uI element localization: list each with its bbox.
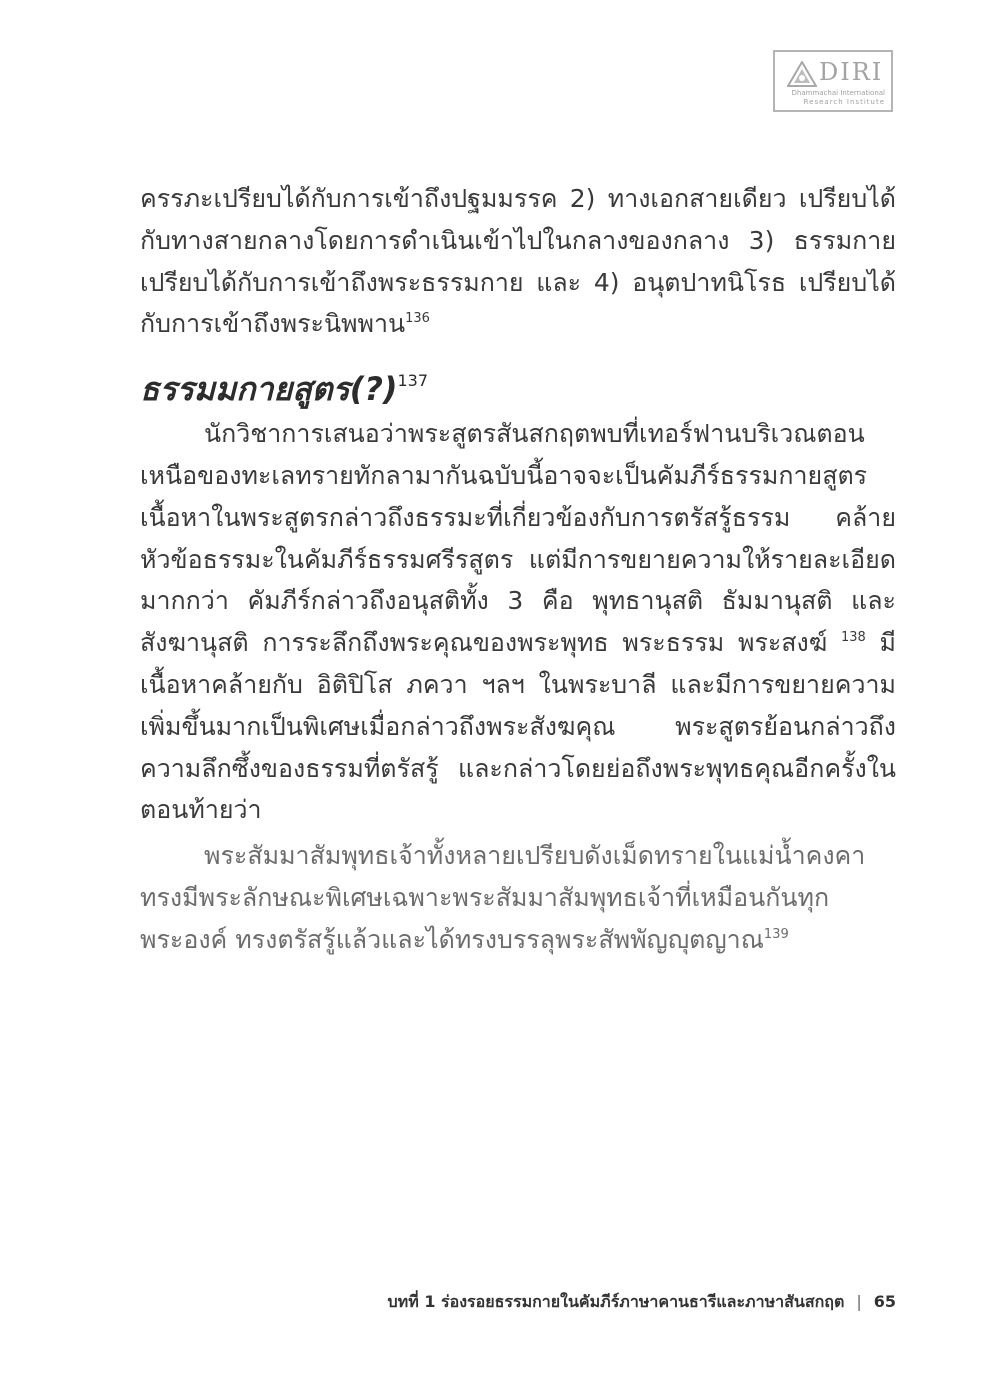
footer-separator: | <box>856 1292 862 1311</box>
page-footer <box>388 1290 897 1315</box>
section-heading-text: ธรรมมกายสูตร(?) <box>140 370 398 409</box>
diri-logo <box>773 50 893 112</box>
paragraph-1-text: ครรภะเปรียบได้กับการเข้าถึงปฐมมรรค 2) ทางเอกสายเดียว เปรียบได้กับทางสายกลางโดยการดำเนินเข้าไปในกลางของกลาง 3) ธรรมกาย เปรียบได้กับการเข้าถึงพระธรรมกาย และ 4) อนุตปาทนิโรธ เปรียบได้กับการเข้าถึงพระนิพพาน <box>140 184 896 339</box>
section-heading <box>140 369 896 409</box>
footnote-ref-139[interactable]: 139 <box>763 926 789 942</box>
paragraph-2-text-part1: นักวิชาการเสนอว่าพระสูตรสันสกฤตพบที่เทอร์ฟานบริเวณตอนเหนือของทะเลทรายทักลามากันฉบับนี้อาจจะเป็นคัมภีร์ธรรมกายสูตร เนื้อหาในพระสูตรกล่าวถึงธรรมะที่เกี่ยวข้องกับการตรัสรู้ธรรม คล้ายหัวข้อธรรมะในคัมภีร์ธรรมศรีรสูตร แต่มีการขยายความให้รายละเอียดมากกว่า คัมภีร์กล่าวถึงอนุสติทั้ง 3 คือ พุทธานุสติ ธัมมานุสติ และสังฆานุสติ การระลึกถึงพระคุณของพระพุทธ พระธรรม พระสงฆ์ <box>140 419 896 658</box>
paragraph-2-text-part2: มีเนื้อหาคล้ายกับ อิติปิโส ภควา ฯลฯ ในพระบาลี และมีการขยายความเพิ่มขึ้นมากเป็นพิเศษเมื่อกล่าวถึงพระสังฆคุณ พระสูตรย้อนกล่าวถึงความลึกซึ้งของธรรมที่ตรัสรู้ และกล่าวโดยย่อถึงพระพุทธคุณอีกครั้งในตอนท้ายว่า <box>140 628 896 825</box>
logo-name: DIRI <box>819 58 884 86</box>
footnote-ref-137[interactable]: 137 <box>397 371 429 391</box>
body-paragraph-2 <box>140 413 896 831</box>
quote-text: พระสัมมาสัมพุทธเจ้าทั้งหลายเปรียบดังเม็ดทรายในแม่น้ำคงคา ทรงมีพระลักษณะพิเศษเฉพาะพระสัมมาสัมพุทธเจ้าที่เหมือนกันทุกพระองค์ ทรงตรัสรู้แล้วและได้ทรงบรรลุพระสัพพัญญุตญาณ <box>140 841 866 954</box>
dharma-triangle-icon <box>787 61 817 87</box>
logo-subtitle-line2: Research Institute <box>803 98 885 106</box>
quote-paragraph <box>140 835 896 960</box>
page-content <box>140 178 896 961</box>
footnote-ref-138[interactable]: 138 <box>841 630 866 646</box>
page-number: 65 <box>873 1292 896 1311</box>
logo-subtitle-line1: Dhammachai International <box>791 89 885 97</box>
footnote-ref-136[interactable]: 136 <box>405 311 430 327</box>
footer-chapter-title: บทที่ 1 ร่องรอยธรรมกายในคัมภีร์ภาษาคานธารีและภาษาสันสกฤต <box>387 1292 845 1311</box>
body-paragraph-1 <box>140 178 896 345</box>
